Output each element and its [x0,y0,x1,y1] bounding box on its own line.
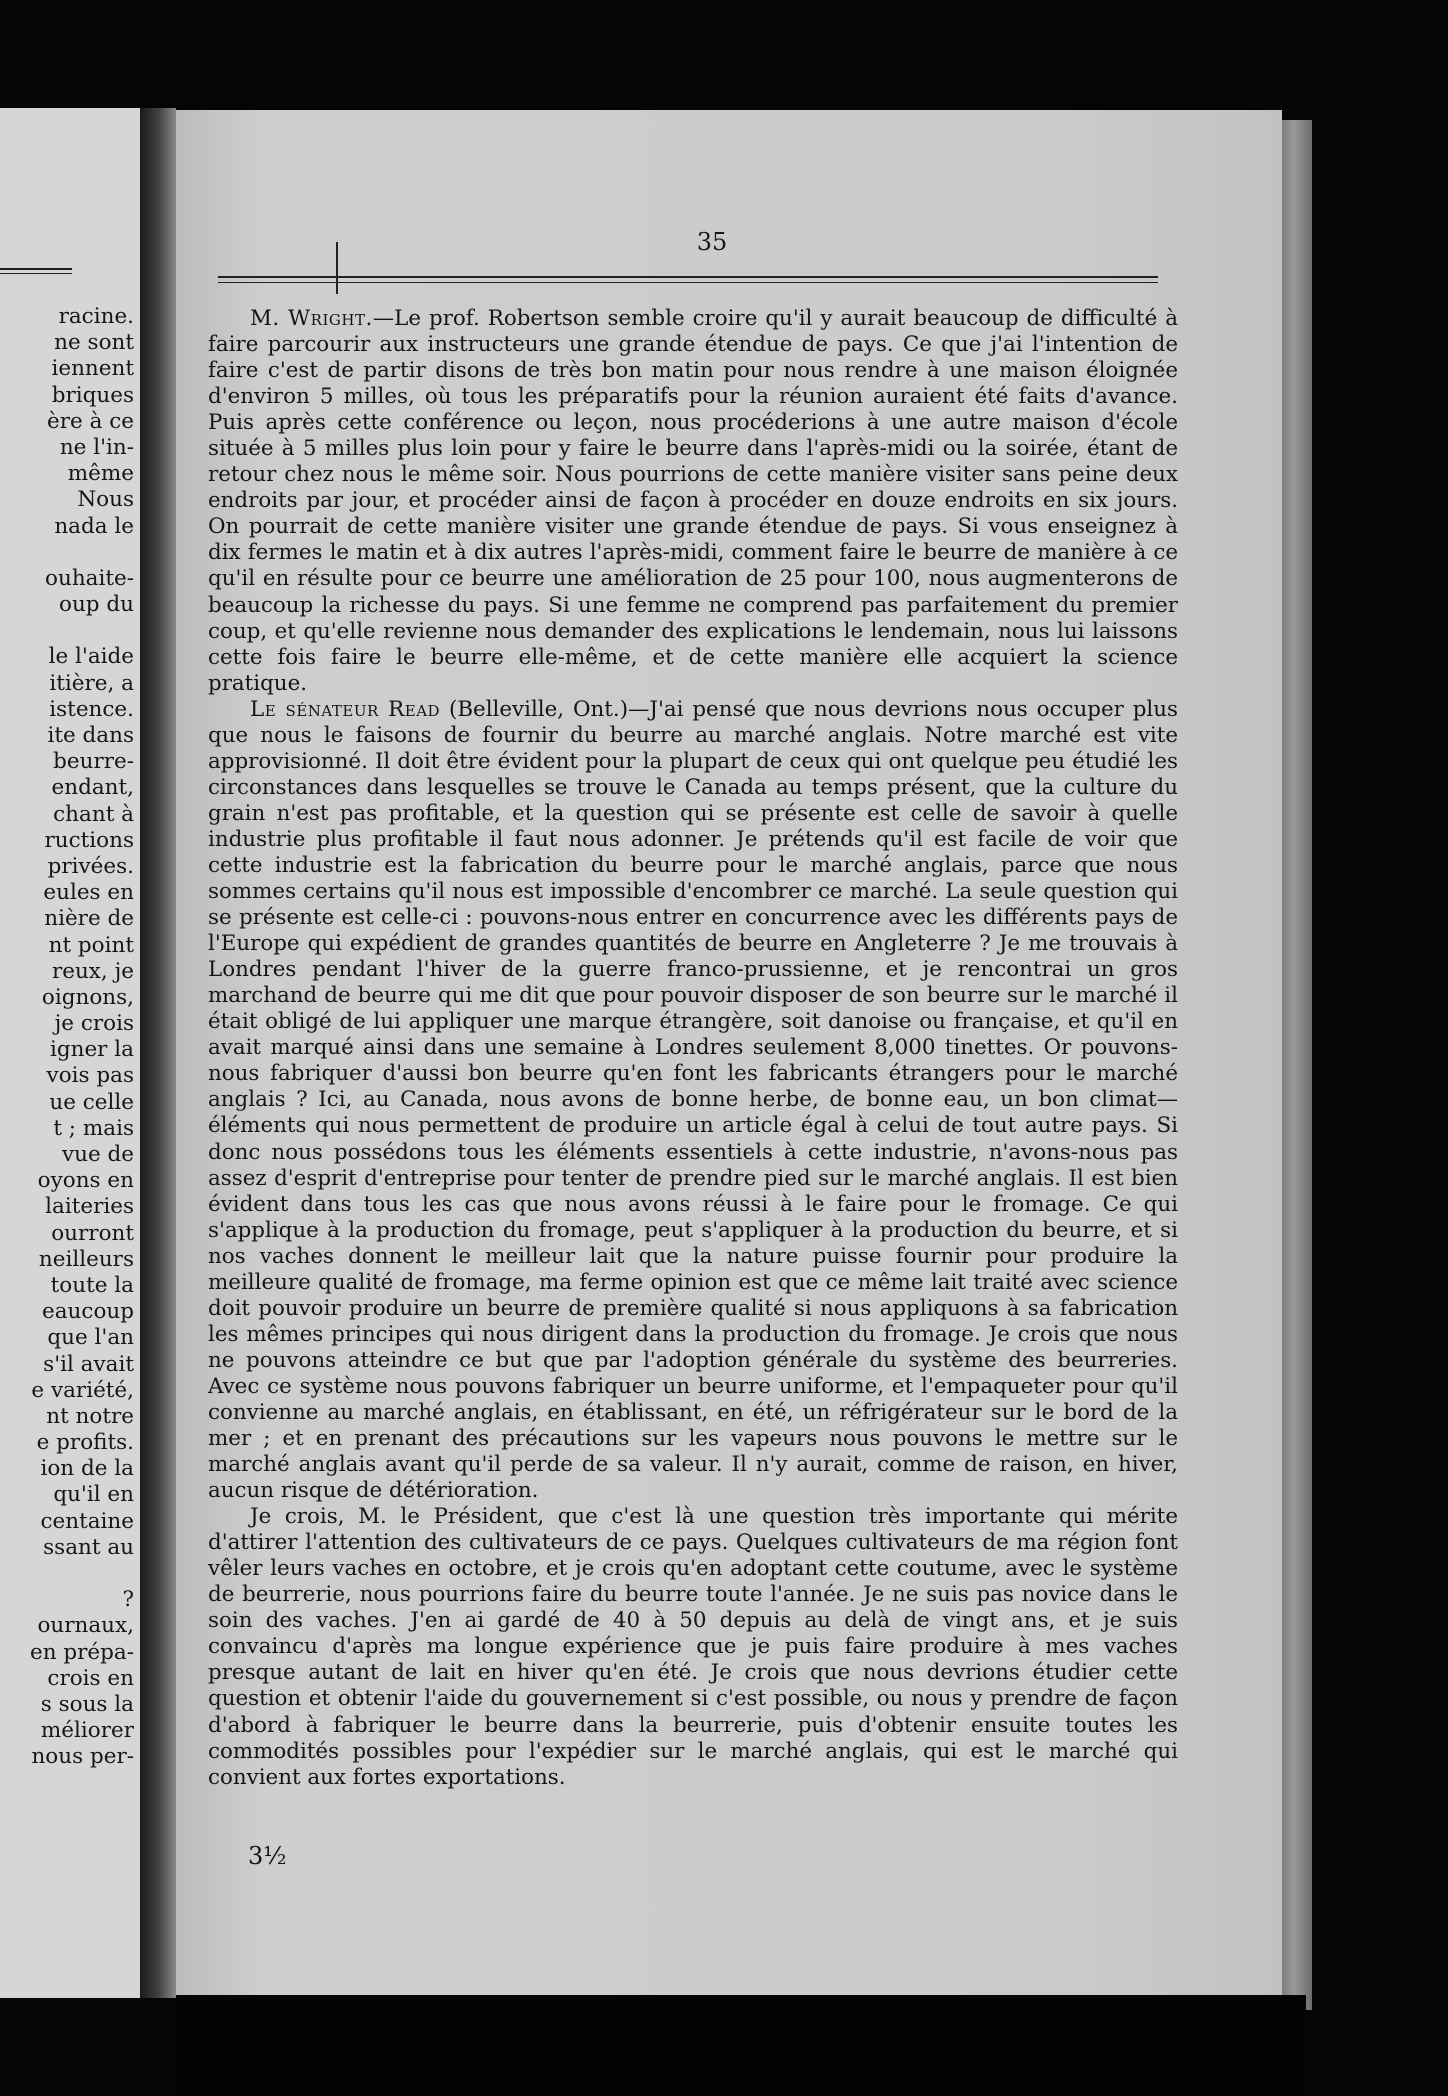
paragraph-read-continued [208,1504,1178,1791]
left-page-line: ructions [44,827,134,853]
left-page-line: ne l'in- [59,434,134,460]
left-page-line: privées. [47,853,134,879]
left-page-line: istence. [49,696,134,722]
left-page-line: le l'aide [48,644,134,670]
left-page-line: t ; mais [53,1115,134,1141]
left-page-line: qu'il en [53,1482,134,1508]
left-page-text [0,304,134,1771]
paragraph-read [208,697,1178,1504]
left-page-line: oignons, [41,984,134,1010]
page-number: 35 [696,228,728,256]
left-page-line: Nous [77,487,134,513]
left-page-line: ssant au [43,1534,134,1560]
paragraph-text: Je crois, M. le Président, que c'est là une question très importante qui mérite d'attirer l'attention des cultivateurs de ce pays. Quelques cultivateurs de ma région font vêler leurs vaches en octobre, et je crois qu'en adoptant cette coutume, avec le système de beurrerie, nous pourrions faire du beurre toute l'année. Je ne suis pas novice dans le soin des vaches. J'en ai gardé de 40 à 50 depuis au delà de vingt ans, et je suis convaincu d'après ma longue expérience que je puis faire produire à mes vaches presque autant de lait en hiver qu'en été. Je crois que nous devrions étudier cette question et obtenir l'aide du gouvernement si c'est possible, ou nous y prendre de façon d'abord à fabriquer le beurre dans la beurrerie, puis d'obtenir ensuite toutes les commodités possibles pour l'expédier sur le marché anglais, qui est le marché qui convient aux fortes exportations. [208,1504,1178,1790]
left-page-line: toute la [50,1272,134,1298]
left-page-line: en prépa- [29,1639,134,1665]
left-page-line: ournaux, [37,1613,134,1639]
left-page-line [0,1561,134,1587]
left-page-line: s sous la [40,1691,134,1717]
left-page-line: chant à [53,801,134,827]
paragraph-text: (Belleville, Ont.)—J'ai pensé que nous devrions nous occuper plus que nous le faisons de fournir du beurre au marché anglais. Notre marché est vite approvisionné. Il doit être évident pour la plupart de ceux qui ont quelque peu étudié les circonstances dans lesquelles se trouve le Canada au temps présent, que la culture du grain n'est pas profitable, et la question qui se présente est celle de savoir à quelle industrie plus profitable il faut nous adonner. Je prétends qu'il est facile de voir que cette industrie est la fabrication du beurre pour le marché anglais, parce que nous sommes certains qu'il nous est impossible d'encombrer ce marché. La seule question qui se présente est celle-ci : pouvons-nous entrer en concurrence avec les différents pays de l'Europe qui expédient de grandes quantités de beurre en Angleterre ? Je me trouvais à Londres pendant l'hiver de la guerre franco-prussienne, et je rencontrai un gros marchand de beurre qui me dit que pour pouvoir disposer de son beurre sur le marché il était obligé de lui appliquer une marque étrangère, soit danoise ou française, et qu'il en avait marqué ainsi dans une semaine à Londres seulement 8,000 tinettes. Or pouvons-nous fabriquer d'aussi bon beurre qu'en font les fabricants étrangers pour le marché anglais ? Ici, au Canada, nous avons de bonne herbe, de bonne eau, un bon climat—éléments qui nous permettent de produire un article égal à celui de tout autre pays. Si donc nous possédons tous les éléments essentiels à cette industrie, n'avons-nous pas assez d'esprit d'entreprise pour tenter de prendre pied sur le marché anglais. Il est bien évident dans tous les cas que nous avons réussi à le faire pour le fromage. Ce qui s'applique à la production du fromage, peut s'appliquer à la production du beurre, et si nos vaches donnent le meilleur lait que la nature puisse fournir pour produire la meilleure qualité de fromage, ma ferme opinion est que ce même lait traité avec science doit pouvoir produire un beurre de première qualité si nous appliquons à sa fabrication les mêmes principes qui nous dirigent dans la production du fromage. Je crois que nous ne pouvons atteindre ce but que par l'adoption générale du système des beurreries. Avec ce système nous pouvons fabriquer un beurre uniforme, et l'empaqueter pour qu'il convienne au marché anglais, en établissant, en été, un réfrigérateur sur le bord de la mer ; et en prenant des précautions sur les vapeurs nous pouvons le mettre sur le marché anglais avant qu'il perde de sa valeur. Il n'y aurait, comme de raison, en hiver, aucun risque de détérioration. [208,696,1178,1504]
left-page-line: ue celle [49,1089,134,1115]
left-page-line: reux, je [51,958,134,984]
header-rule [218,276,1158,283]
left-page-line: nière de [44,906,134,932]
left-page-line [0,540,134,566]
paragraph-wright [208,306,1178,697]
page-stack-edge [1282,120,1312,2010]
left-page-line: méliorer [40,1718,134,1744]
left-page-line: racine. [58,304,134,329]
left-page-line: même [67,461,134,487]
book-gutter [140,108,176,1998]
left-page-line: eaucoup [42,1299,134,1325]
speaker-name: M. Wright. [250,306,373,331]
left-page-line: ne sont [54,330,134,356]
left-page-line: nt point [48,932,134,958]
left-page-line: iennent [51,356,134,382]
page-body [208,306,1178,1791]
book-page [176,110,1282,1995]
speaker-name: Le sénateur Read [250,696,441,722]
left-page-line: eules en [43,880,134,906]
left-page-line: vois pas [46,1063,134,1089]
left-page-line: vue de [61,1142,134,1167]
left-page-rule [0,268,72,274]
left-page-line: laiteries [45,1194,134,1220]
left-page-line: crois en [47,1665,134,1691]
signature-mark: 3½ [248,1842,287,1870]
left-page-line: e variété, [31,1377,134,1403]
left-page-line: igner la [49,1037,134,1063]
left-page-line: ? [122,1587,134,1613]
margin-mark [336,242,338,294]
left-page-line [0,618,134,644]
left-facing-page [0,108,140,1998]
left-page-line: s'il avait [43,1351,134,1377]
left-page-line: neilleurs [38,1246,134,1272]
left-page-line: nada le [54,513,134,539]
left-page-line: je crois [54,1011,134,1037]
left-page-line: ère à ce [47,408,134,434]
left-page-line: briques [51,382,134,408]
left-page-line: ourront [51,1220,134,1246]
left-page-line: nt notre [46,1403,134,1429]
left-page-line: endant, [51,775,134,801]
left-page-line: oup du [59,592,134,618]
left-page-line: centaine [40,1508,134,1534]
left-page-line: ion de la [40,1456,134,1482]
left-page-line: e profits. [36,1430,134,1456]
left-page-line: itière, a [49,670,134,696]
left-page-line: que l'an [47,1325,134,1351]
paragraph-text: —Le prof. Robertson semble croire qu'il y aurait beaucoup de difficulté à faire parcourir aux instructeurs une grande étendue de pays. Ce que j'ai l'intention de faire c'est de partir disons de très bon matin pour nous rendre à une maison éloignée d'environ 5 milles, où tous les préparatifs pour la réunion auraient été faits d'avance. Puis après cette conférence ou leçon, nous procéderions à une autre maison d'école située à 5 milles plus loin pour y faire le beurre dans l'après-midi ou la soirée, étant de retour chez nous le même soir. Nous pourrions de cette manière visiter sans peine deux endroits par jour, et procéder ainsi de façon à procéder en douze endroits en six jours. On pourrait de cette manière visiter une grande étendue de pays. Si vous enseignez à dix fermes le matin et à dix autres l'après-midi, comment faire le beurre de manière à ce qu'il en résulte pour ce beurre une amélioration de 25 pour 100, nous augmenterons de beaucoup la richesse du pays. Si une femme ne comprend pas parfaitement du premier coup, et qu'elle revienne nous demander des explications le lendemain, nous lui laissons cette fois faire le beurre elle-même, et de cette manière elle acquiert la science pratique. [208,306,1179,696]
left-page-line: ouhaite- [45,565,134,591]
left-page-line: ite dans [47,723,134,748]
left-page-line: beurre- [53,749,134,775]
left-page-line: nous per- [31,1744,134,1770]
left-page-line: oyons en [37,1168,134,1194]
background-shadow [176,1995,1306,2096]
